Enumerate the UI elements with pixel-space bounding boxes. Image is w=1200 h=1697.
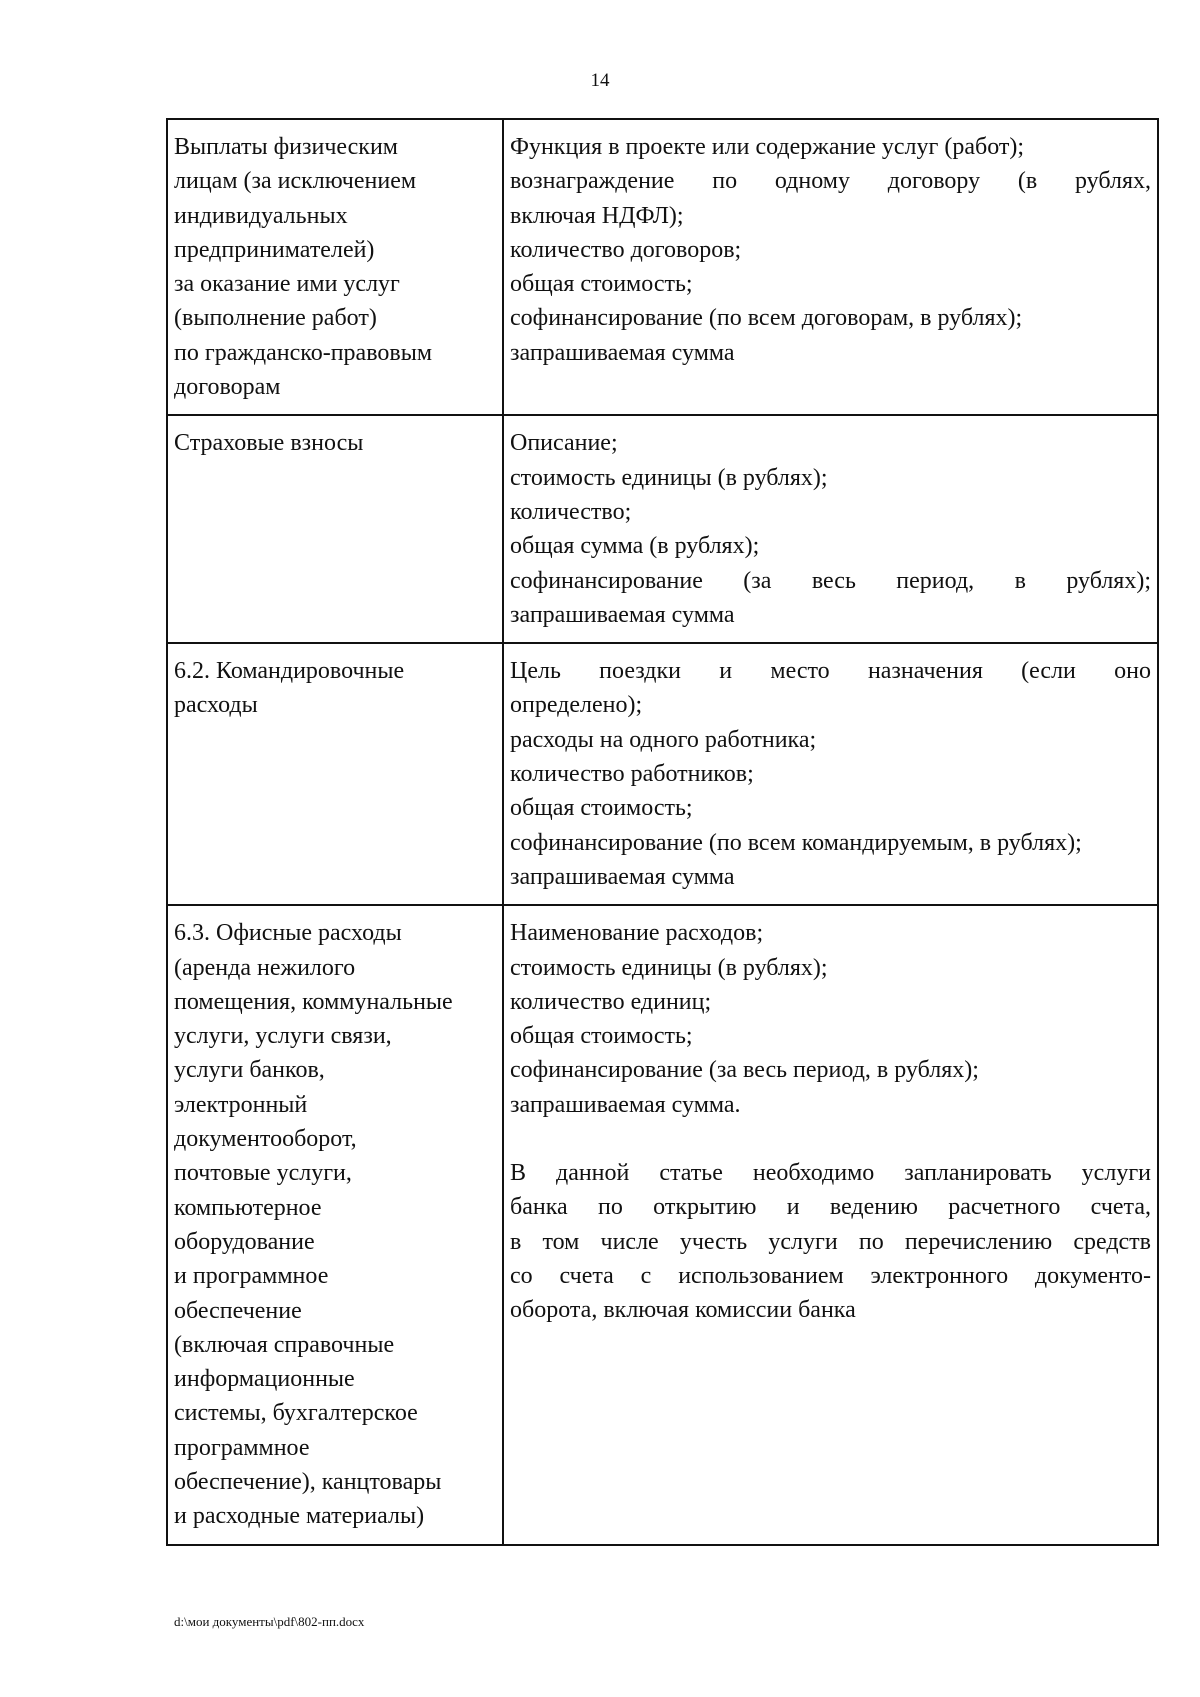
- category-text-line: и программное: [174, 1263, 329, 1290]
- details-text-line: запрашиваемая сумма: [510, 339, 735, 366]
- details-text-line: стоимость единицы (в рублях);: [510, 464, 828, 491]
- category-text-line: Выплаты физическим: [174, 134, 398, 160]
- details-text-line: запрашиваемая сумма.: [510, 1091, 741, 1118]
- category-text-line: обеспечение), канцтовары: [174, 1468, 442, 1495]
- details-text-line: общая стоимость;: [510, 1023, 693, 1050]
- details-text-line: софинансирование (по всем договорам, в рублях);: [510, 305, 1023, 332]
- details-text-line: включая НДФЛ);: [510, 202, 684, 229]
- category-text-line: индивидуальных: [174, 202, 348, 229]
- category-text-line: информационные: [174, 1366, 355, 1393]
- details-text-line: оборота, включая комиссии банка: [510, 1297, 856, 1324]
- paragraph-spacer: [510, 1122, 1151, 1156]
- category-text-line: почтовые услуги,: [174, 1160, 352, 1187]
- details-text-line: стоимость единицы (в рублях);: [510, 954, 828, 981]
- category-text-line: (аренда нежилого: [174, 954, 356, 981]
- expense-details-cell: [503, 119, 1158, 415]
- details-text-line: количество договоров;: [510, 236, 742, 263]
- details-text-line: общая стоимость;: [510, 271, 693, 298]
- category-text-line: (включая справочные: [174, 1331, 395, 1358]
- expense-details-cell: [503, 643, 1158, 905]
- table-row: [167, 905, 1158, 1544]
- category-text-line: за оказание ими услуг: [174, 271, 400, 298]
- category-text-line: по гражданско-правовым: [174, 339, 433, 366]
- category-text-line: обеспечение: [174, 1297, 302, 1324]
- category-text-line: 6.2. Командировочные: [174, 658, 405, 685]
- details-text-line: софинансирование (за весь период, в рублях);: [510, 567, 1151, 594]
- details-text-line: количество единиц;: [510, 988, 712, 1015]
- footer-file-path: d:\мои документы\pdf\802-пп.docx: [174, 1614, 365, 1629]
- expense-details-cell: [503, 415, 1158, 643]
- expense-details-cell: [503, 905, 1158, 1544]
- details-text-line: В данной статье необходимо запланировать услуги: [510, 1160, 1151, 1187]
- details-text-line: общая стоимость;: [510, 795, 693, 822]
- details-text-line: количество работников;: [510, 761, 754, 788]
- table-row: [167, 119, 1158, 415]
- category-text-line: Страховые взносы: [174, 430, 364, 457]
- details-text-line: Описание;: [510, 430, 618, 457]
- category-text-line: расходы: [174, 692, 258, 719]
- details-text-line: количество;: [510, 498, 632, 525]
- table-row: [167, 643, 1158, 905]
- category-text-line: электронный: [174, 1091, 308, 1118]
- category-text-line: (выполнение работ): [174, 305, 377, 332]
- budget-items-table: [166, 118, 1159, 1546]
- details-text-line: расходы на одного работника;: [510, 726, 817, 753]
- expense-category-cell: [167, 415, 503, 643]
- table-row: [167, 415, 1158, 643]
- category-text-line: услуги банков,: [174, 1057, 325, 1084]
- category-text-line: предпринимателей): [174, 236, 375, 263]
- details-text-line: запрашиваемая сумма: [510, 601, 735, 628]
- category-text-line: договорам: [174, 374, 281, 401]
- category-text-line: компьютерное: [174, 1194, 322, 1221]
- details-text-line: вознаграждение по одному договору (в рублях,: [510, 168, 1151, 195]
- expense-category-cell: [167, 119, 503, 415]
- table-body: [167, 119, 1158, 1545]
- details-text-line: софинансирование (за весь период, в рублях);: [510, 1057, 979, 1084]
- category-text-line: услуги, услуги связи,: [174, 1023, 392, 1050]
- category-text-line: и расходные материалы): [174, 1503, 425, 1530]
- category-text-line: помещения, коммунальные: [174, 988, 453, 1015]
- details-text-line: Цель поездки и место назначения (если оно: [510, 658, 1151, 685]
- expense-category-cell: [167, 643, 503, 905]
- details-text-line: определено);: [510, 692, 643, 719]
- category-text-line: документооборот,: [174, 1126, 357, 1153]
- details-text-line: запрашиваемая сумма: [510, 863, 735, 890]
- details-text-line: Функция в проекте или содержание услуг (работ);: [510, 134, 1025, 160]
- category-text-line: системы, бухгалтерское: [174, 1400, 418, 1427]
- details-text-line: Наименование расходов;: [510, 920, 764, 947]
- details-text-line: со счета с использованием электронного документо-: [510, 1262, 1151, 1289]
- category-text-line: 6.3. Офисные расходы: [174, 920, 402, 947]
- category-text-line: оборудование: [174, 1228, 315, 1255]
- details-text-line: общая сумма (в рублях);: [510, 533, 760, 560]
- category-text-line: лицам (за исключением: [174, 168, 417, 195]
- details-text-line: банка по открытию и ведению расчетного счета,: [510, 1194, 1151, 1221]
- expense-category-cell: [167, 905, 503, 1544]
- details-text-line: софинансирование (по всем командируемым, в рублях);: [510, 829, 1082, 856]
- details-text-line: в том числе учесть услуги по перечислению средств: [510, 1228, 1151, 1255]
- category-text-line: программное: [174, 1434, 310, 1461]
- page-number: 14: [590, 70, 610, 91]
